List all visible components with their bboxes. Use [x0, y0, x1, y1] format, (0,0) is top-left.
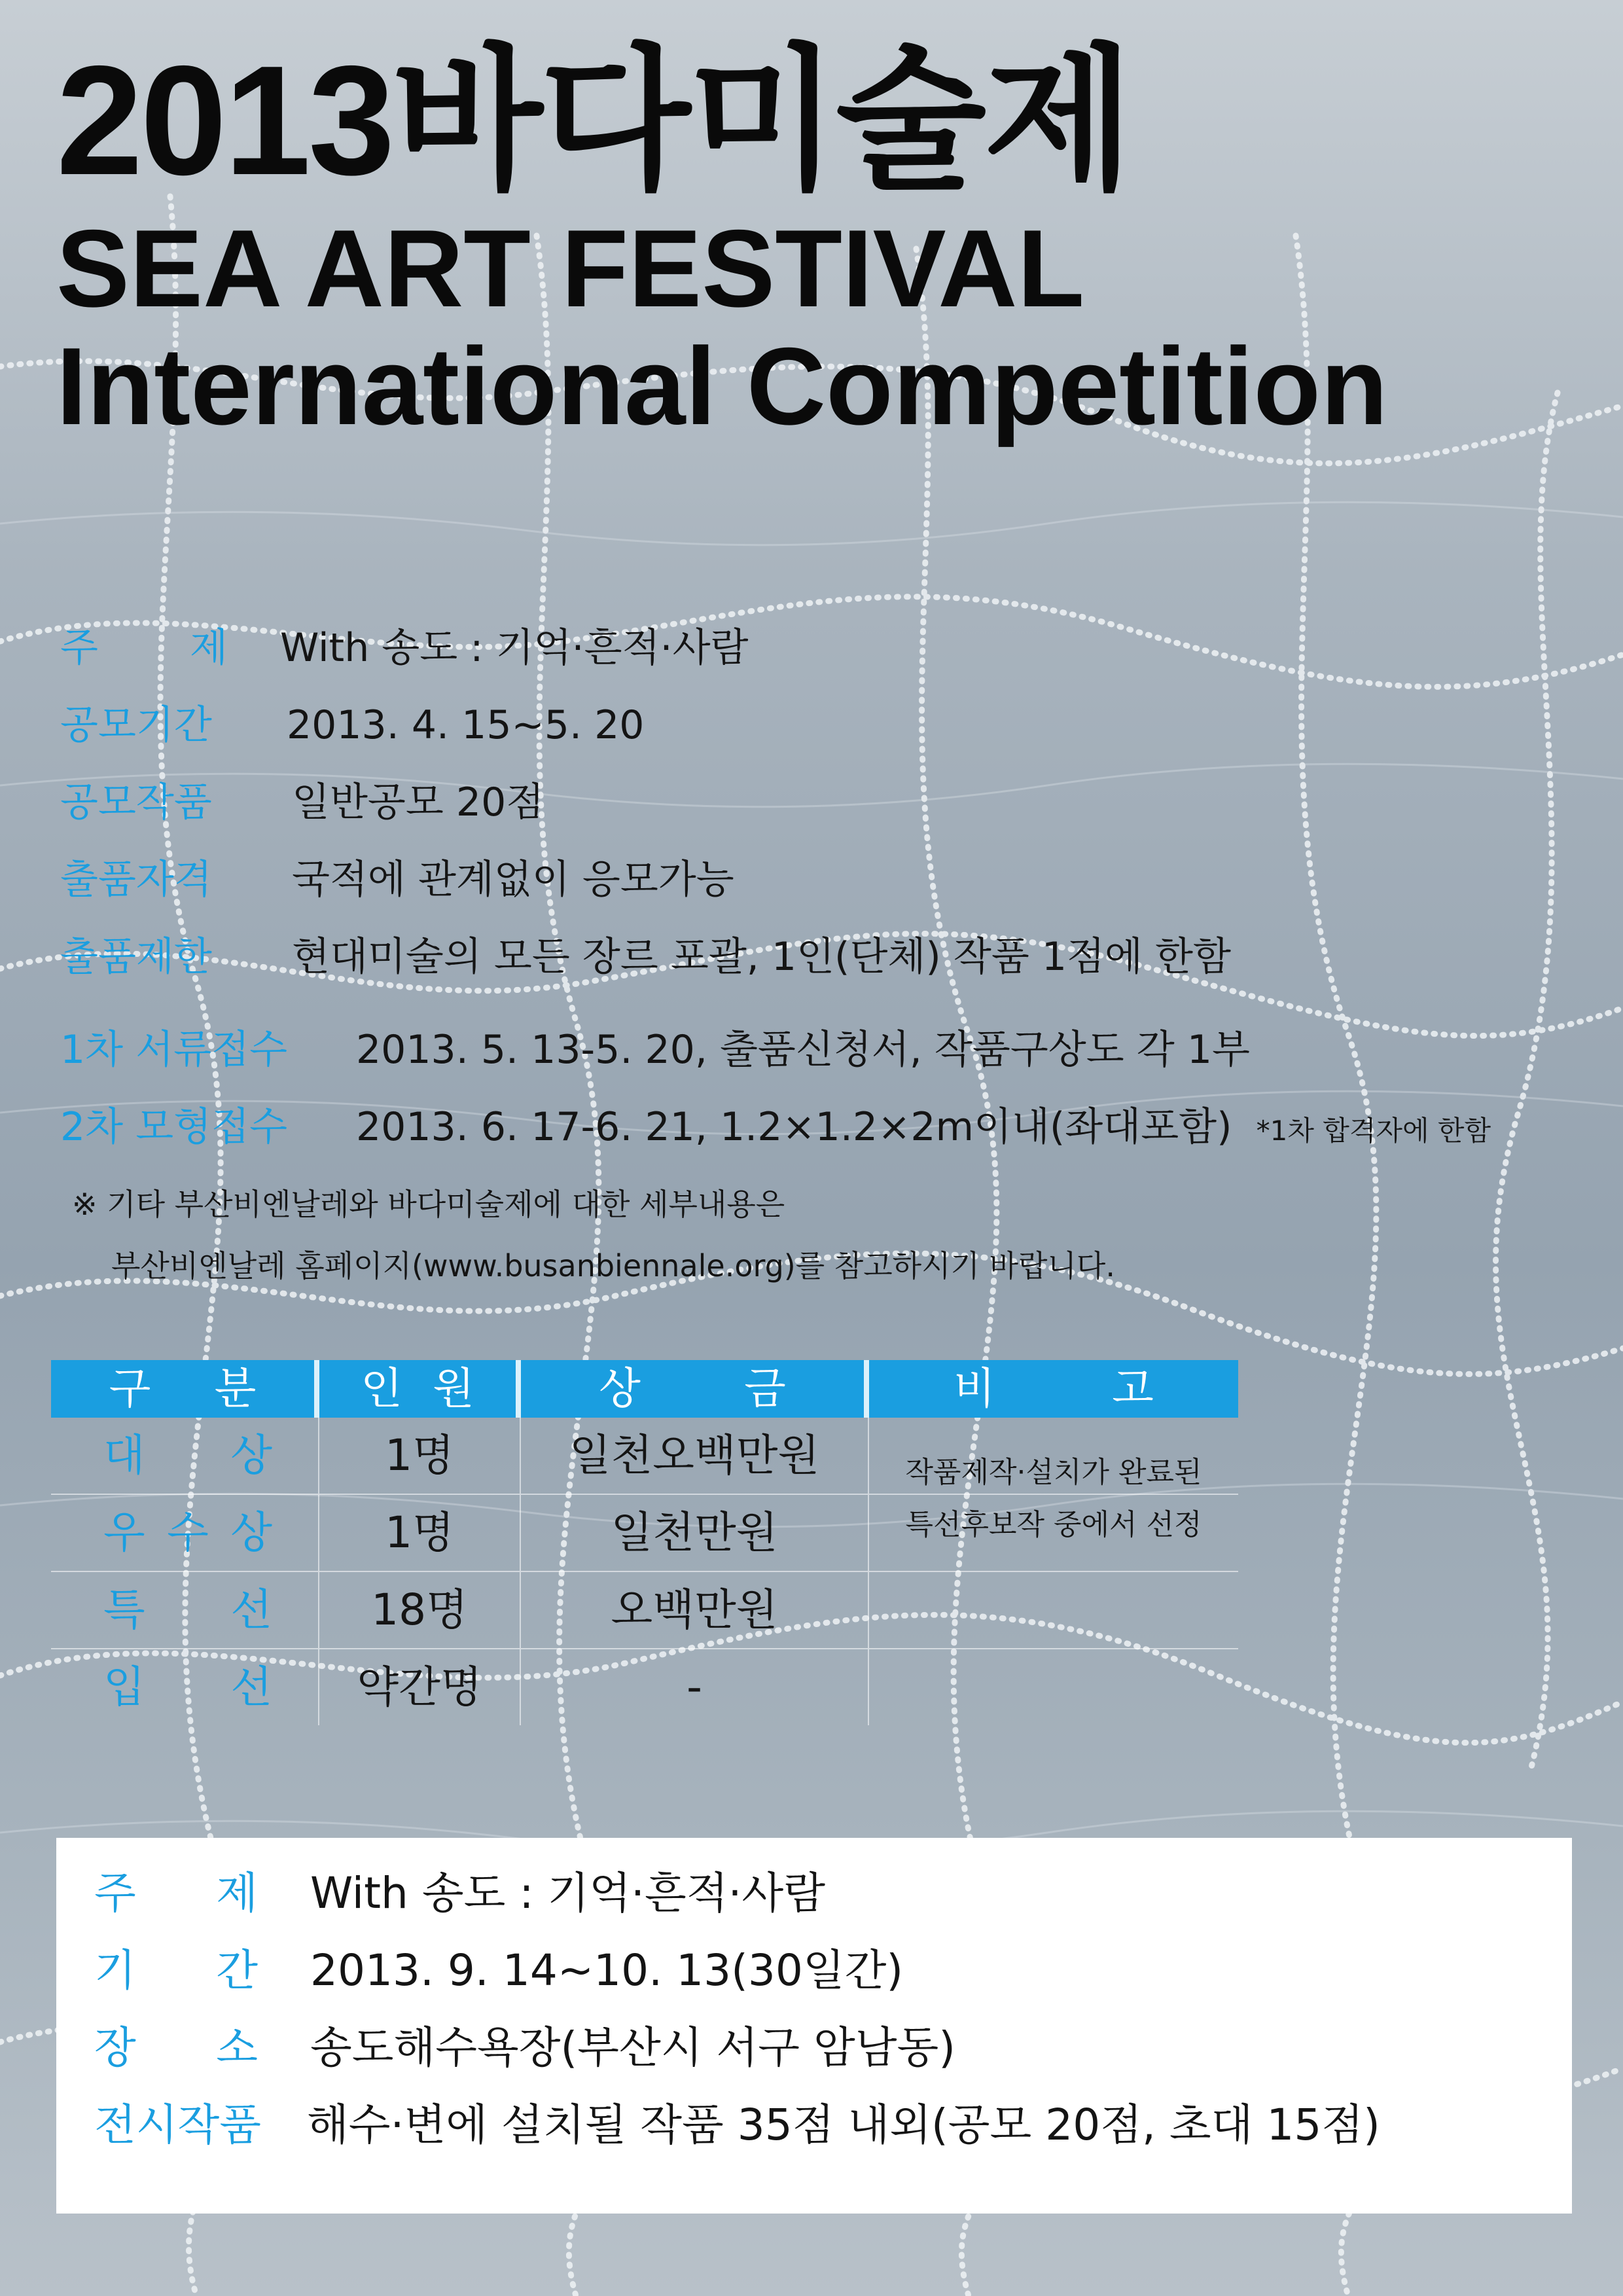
prize-remark-line-2: 특선후보작 중에서 선정 [905, 1508, 1202, 1541]
second-round-row [60, 1101, 1491, 1157]
competition-eligibility-label: 출품자격 [60, 857, 212, 903]
second-round-value: 2013. 6. 17-6. 21, 1.2×1.2×2m이내(좌대포함) [356, 1104, 1232, 1150]
exhibition-period-label: 기 간 [94, 1945, 258, 1996]
competition-restriction-row [60, 931, 1231, 983]
remark-cell [869, 1649, 1238, 1725]
competition-eligibility-value: 국적에 관계없이 응모가능 [292, 857, 734, 903]
amount-cell: - [521, 1649, 869, 1725]
second-round-note: *1차 합격자에 한함 [1256, 1115, 1491, 1147]
first-round-label: 1차 서류접수 [60, 1027, 288, 1073]
exhibition-theme-label: 주 제 [94, 1868, 258, 1918]
competition-works-row [60, 776, 544, 829]
competition-works-label: 공모작품 [60, 780, 212, 825]
count-cell: 1명 [319, 1495, 521, 1571]
competition-theme-value: With 송도 : 기억·흔적·사람 [280, 625, 749, 671]
competition-period-value: 2013. 4. 15~5. 20 [287, 702, 645, 748]
header-count: 인 원 [319, 1360, 521, 1418]
first-round-value: 2013. 5. 13-5. 20, 출품신청서, 작품구상도 각 1부 [356, 1027, 1250, 1073]
exhibition-venue-row [94, 2018, 955, 2077]
exhibition-works-value: 해수·변에 설치될 작품 35점 내외(공모 20점, 초대 15점) [307, 2100, 1380, 2150]
prize-remark [869, 1446, 1238, 1551]
category-cell: 입 선 [51, 1649, 319, 1725]
competition-eligibility-row [60, 853, 734, 906]
category-cell: 특 선 [51, 1572, 319, 1648]
competition-restriction-value: 현대미술의 모든 장르 포괄, 1인(단체) 작품 1점에 한함 [292, 934, 1231, 980]
header-prize: 상 금 [521, 1360, 869, 1418]
table-row [51, 1572, 1238, 1649]
count-cell: 18명 [319, 1572, 521, 1648]
notice-line-2: 부산비엔날레 홈페이지(www.busanbiennale.org)를 참고하시기 바랍니다. [111, 1248, 1115, 1283]
exhibition-venue-label: 장 소 [94, 2022, 258, 2073]
english-title-line-1: SEA ART FESTIVAL [56, 207, 1085, 330]
exhibition-works-row [94, 2096, 1380, 2155]
english-title-line-2: International Competition [56, 325, 1388, 448]
category-cell: 대 상 [51, 1418, 319, 1494]
exhibition-theme-row [94, 1864, 825, 1923]
notice-line-1: ※ 기타 부산비엔날레와 바다미술제에 대한 세부내용은 [72, 1187, 785, 1222]
competition-theme-row [60, 622, 749, 674]
amount-cell: 일천만원 [521, 1495, 869, 1571]
competition-works-value: 일반공모 20점 [292, 780, 544, 825]
amount-cell: 일천오백만원 [521, 1418, 869, 1494]
second-round-label: 2차 모형접수 [60, 1104, 288, 1150]
page-title: 2013바다미술제 [56, 34, 1132, 207]
table-row [51, 1649, 1238, 1725]
amount-cell: 오백만원 [521, 1572, 869, 1648]
count-cell: 1명 [319, 1418, 521, 1494]
exhibition-venue-value: 송도해수욕장(부산시 서구 암남동) [310, 2022, 956, 2073]
competition-period-row [60, 699, 644, 751]
prize-table-header [51, 1360, 1238, 1418]
header-category: 구 분 [51, 1360, 319, 1418]
count-cell: 약간명 [319, 1649, 521, 1725]
header-remark: 비 고 [869, 1360, 1238, 1418]
competition-restriction-label: 출품제한 [60, 934, 212, 980]
exhibition-works-label: 전시작품 [94, 2100, 262, 2150]
prize-remark-line-1: 작품제작·설치가 완료된 [905, 1456, 1202, 1489]
competition-period-label: 공모기간 [60, 702, 212, 748]
exhibition-period-row [94, 1941, 903, 2000]
exhibition-info-box [56, 1838, 1572, 2214]
exhibition-period-value: 2013. 9. 14~10. 13(30일간) [310, 1945, 904, 1996]
exhibition-theme-value: With 송도 : 기억·흔적·사람 [310, 1868, 826, 1918]
remark-cell [869, 1572, 1238, 1648]
category-cell: 우 수 상 [51, 1495, 319, 1571]
first-round-row [60, 1024, 1250, 1076]
competition-theme-label: 주 제 [60, 625, 228, 671]
